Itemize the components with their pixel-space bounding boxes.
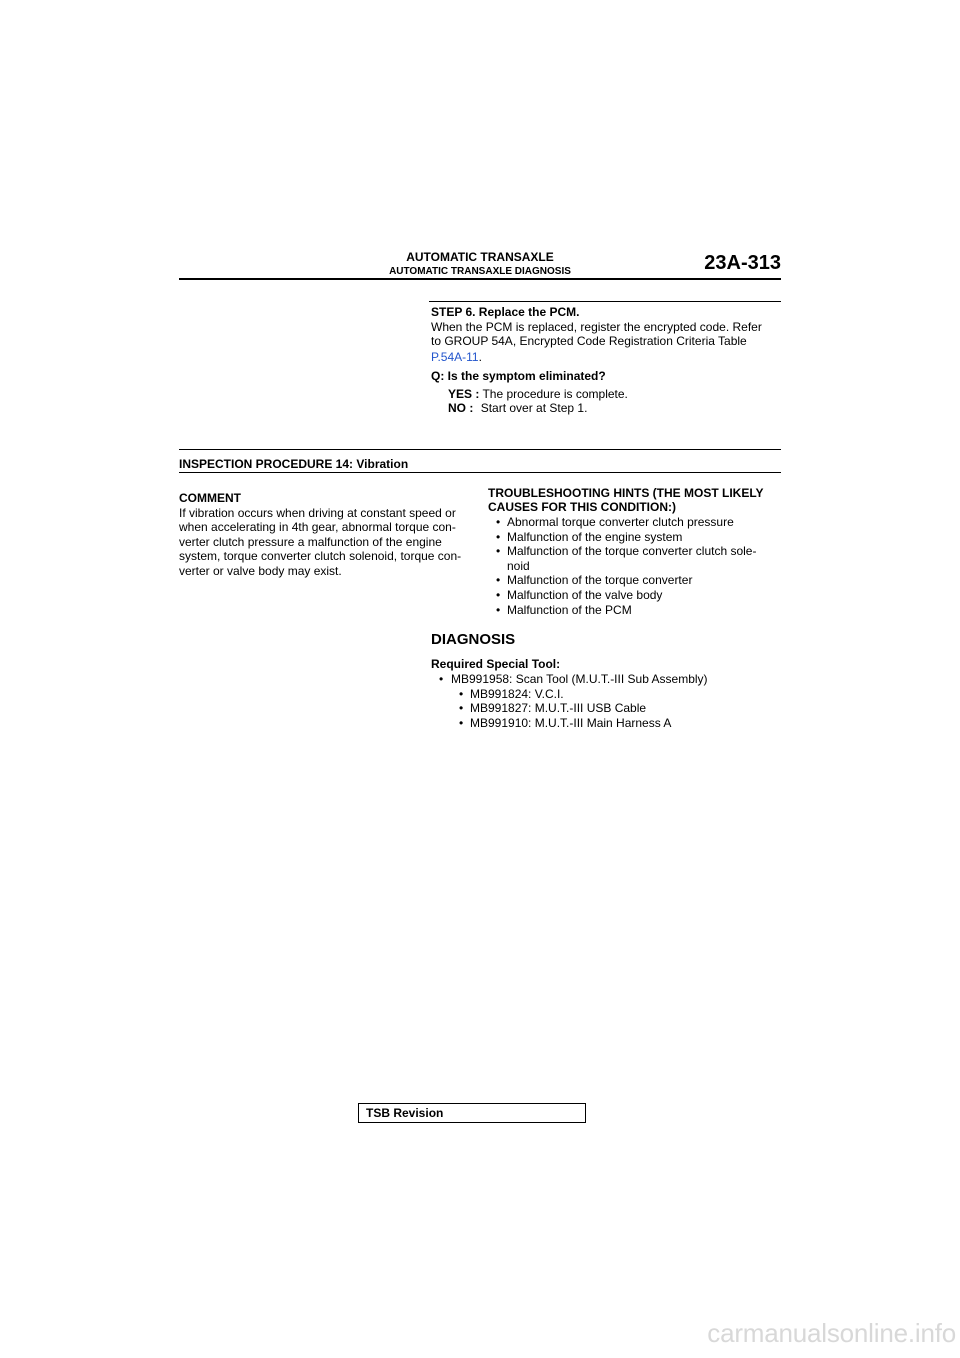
comment-line-2: when accelerating in 4th gear, abnormal torque con-	[179, 520, 456, 534]
comment-line-3: verter clutch pressure a malfunction of the engine	[179, 534, 442, 549]
hints-heading-line1: TROUBLESHOOTING HINTS (THE MOST LIKELY	[488, 486, 764, 500]
tool-list	[431, 672, 771, 730]
no-answer	[448, 401, 587, 416]
step6-rule	[429, 301, 781, 302]
hints-list	[488, 515, 788, 617]
hint-item: • Malfunction of the torque converter	[488, 573, 788, 588]
header-title: AUTOMATIC TRANSAXLE	[406, 250, 554, 264]
hint-item: • Abnormal torque converter clutch pressure	[488, 515, 788, 530]
hint-item: • Malfunction of the PCM	[488, 603, 788, 618]
comment-line-4: system, torque converter clutch solenoid, torque con-	[179, 549, 462, 563]
watermark: carmanualsonline.info	[707, 1318, 956, 1348]
comment-heading: COMMENT	[179, 491, 241, 505]
page-reference-link[interactable]: P.54A-11	[431, 350, 479, 364]
hint-item: • Malfunction of the torque converter clutch sole-	[488, 544, 788, 559]
step6-question: Q: Is the symptom eliminated?	[431, 369, 606, 383]
step6-heading: STEP 6. Replace the PCM.	[431, 305, 580, 319]
no-text: Start over at Step 1.	[480, 401, 588, 415]
header-rule	[179, 278, 781, 280]
hint-item: • Malfunction of the valve body	[488, 588, 788, 603]
yes-label: YES :	[448, 387, 480, 401]
comment-line-1: If vibration occurs when driving at constant speed or	[179, 505, 456, 520]
yes-answer	[448, 387, 628, 402]
tool-item: • MB991958: Scan Tool (M.U.T.-III Sub Assembly)	[431, 672, 771, 687]
hint-item: • Malfunction of the engine system	[488, 530, 788, 545]
page-number: 23A-313	[704, 252, 781, 274]
hint-item-continuation: noid	[507, 558, 530, 573]
comment-line-5: verter or valve body may exist.	[179, 563, 342, 578]
header-subtitle: AUTOMATIC TRANSAXLE DIAGNOSIS	[389, 266, 571, 277]
tsb-revision-label: TSB Revision	[366, 1106, 444, 1120]
procedure-title: INSPECTION PROCEDURE 14: Vibration	[179, 457, 409, 471]
special-tool-heading: Required Special Tool:	[431, 657, 561, 671]
procedure-bottom-rule	[179, 472, 781, 473]
tool-sub-item: • MB991824: V.C.I.	[451, 687, 771, 702]
tool-sub-item: • MB991827: M.U.T.-III USB Cable	[451, 701, 771, 716]
yes-text: The procedure is complete.	[482, 387, 628, 401]
diagnosis-title: DIAGNOSIS	[431, 631, 516, 648]
no-label: NO :	[448, 401, 474, 415]
tool-sub-item: • MB991910: M.U.T.-III Main Harness A	[451, 716, 771, 731]
procedure-top-rule	[179, 449, 781, 450]
step6-body-line1: When the PCM is replaced, register the encrypted code. Refer	[431, 320, 762, 334]
reference-period: .	[478, 350, 482, 364]
step6-reference	[431, 350, 482, 365]
hints-heading-line2: CAUSES FOR THIS CONDITION:)	[488, 500, 676, 514]
step6-body-line2: to GROUP 54A, Encrypted Code Registration Criteria Table	[431, 334, 747, 348]
